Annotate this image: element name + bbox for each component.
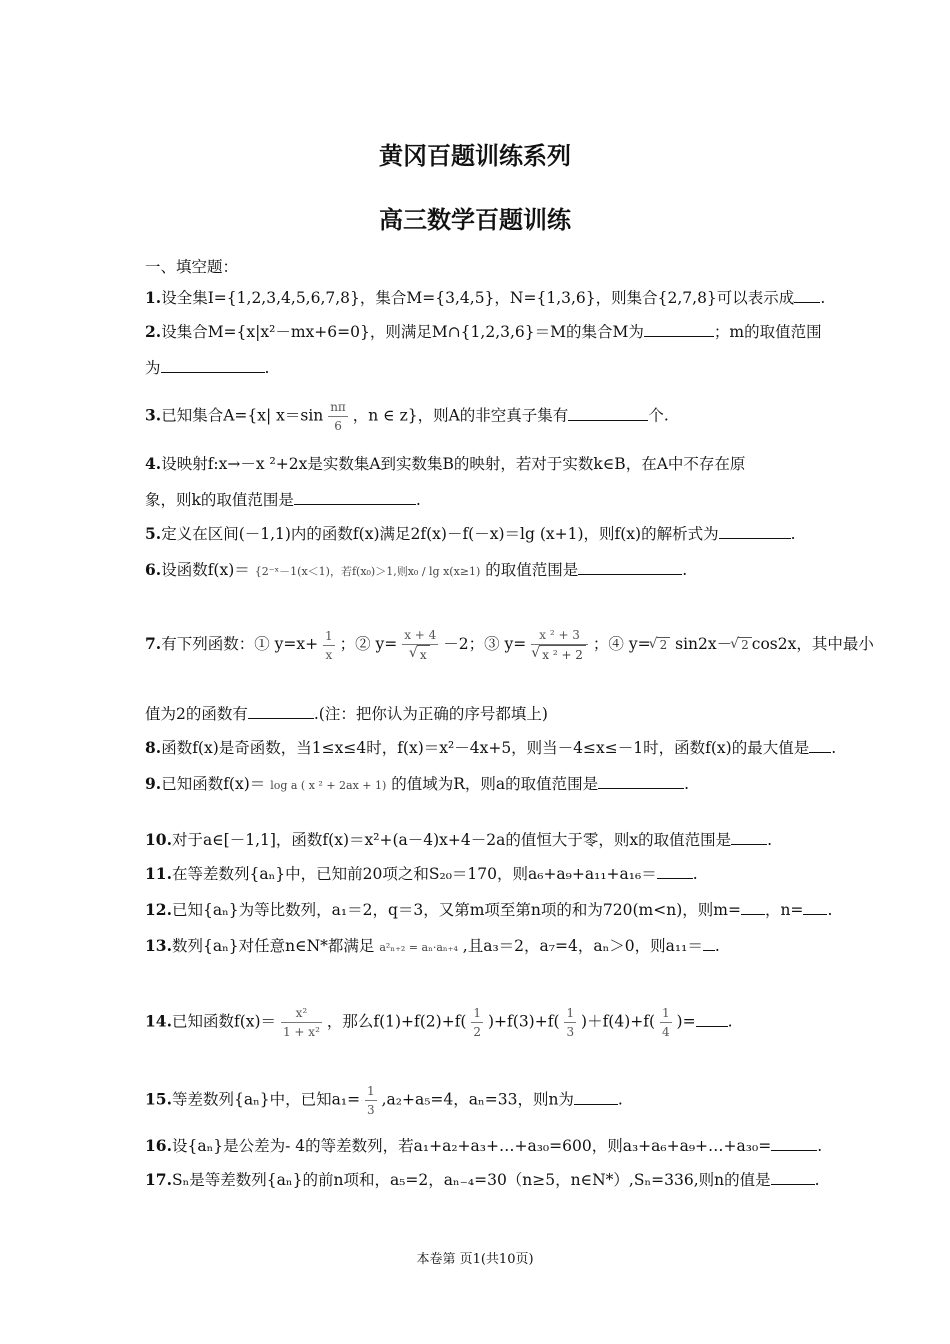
question-2-cont: 为 . <box>145 359 270 377</box>
fraction: $\frac{1}{4}$ <box>661 1006 670 1039</box>
doc-title: 黄冈百题训练系列 <box>379 142 571 170</box>
question-11: 11.在等差数列{aₙ}中，已知前20项之和S₂₀＝170，则a₆+a₉+a₁₁+a₁₆＝ . <box>145 864 698 883</box>
fraction: $\frac{n\pi}{6}$ <box>330 400 346 433</box>
question-2: 2.设集合M={x|x²－mx+6=0}，则满足M∩{1,2,3,6}＝M的集合M为 ；m的取值范围 <box>145 322 822 341</box>
question-4-cont: 象，则k的取值范围是 . <box>145 491 421 509</box>
question-17: 17.Sₙ是等差数列{aₙ}的前n项和，a₅=2，aₙ₋₄=30（n≥5，n∈N*）,Sₙ=336,则n的值是 . <box>145 1170 820 1189</box>
question-6: 6.设函数f(x)＝ {2⁻ˣ－1(x＜1)，若f(x₀)＞1,则x₀ / lg x(x≥1) 的取值范围是 . <box>145 560 688 579</box>
question-5: 5.定义在区间(－1,1)内的函数f(x)满足2f(x)－f(－x)＝lg (x+1)，则f(x)的解析式为 . <box>145 524 796 543</box>
question-15: 15.等差数列{aₙ}中，已知a₁= $\frac{1}{3}$ ,a₂+a₅=4，aₙ=33，则n为 . <box>145 1084 623 1117</box>
question-8: 8.函数f(x)是奇函数，当1≤x≤4时，f(x)＝x²－4x+5，则当－4≤x≤－1时，函数f(x)的最大值是 . <box>145 738 837 757</box>
piecewise-function: {2⁻ˣ－1(x＜1)，若f(x₀)＞1,则x₀ / lg x(x≥1) <box>254 565 481 578</box>
doc-subtitle: 高三数学百题训练 <box>379 206 571 234</box>
question-12: 12.已知{aₙ}为等比数列，a₁＝2，q＝3，又第m项至第n项的和为720(m<n)，则m= ，n= . <box>145 900 833 919</box>
question-14: 14.已知函数f(x)＝ $\frac{\text{x²}}{\text{1 + x²}}$ ，那么f(1)+f(2)+f( $\frac{1}{2}$ )+f(3)+f( $\frac{1}{3}$ )＋f(4)+f( $\frac{1}{4}$ )= . <box>145 1006 733 1039</box>
question-3: 3.已知集合A={x| x＝sin $\frac{n\pi}{6}$ ，n ∈ z}，则A的非空真子集有 个. <box>145 400 669 433</box>
fraction: $\frac{1}{3}$ <box>566 1006 575 1039</box>
question-9: 9.已知函数f(x)＝ log a ( x ² + 2ax + 1) 的值域为R，则a的取值范围是 . <box>145 774 690 793</box>
fraction: $\frac{\text{x²}}{\text{1 + x²}}$ <box>282 1006 320 1039</box>
fraction: $\frac{1}{x}$ <box>325 628 333 662</box>
page-footer: 本卷第 页1(共10页) <box>416 1252 534 1267</box>
recurrence-equation: a²ₙ₊₂ = aₙ·aₙ₊₄ <box>379 941 458 954</box>
log-expression: log a ( x ² + 2ax + 1) <box>270 779 387 792</box>
fraction: $\frac{1}{2}$ <box>473 1006 482 1039</box>
question-1: 1.设全集I={1,2,3,4,5,6,7,8}，集合M={3,4,5}，N={1,3,6}，则集合{2,7,8}可以表示成 . <box>145 288 826 307</box>
question-13: 13.数列{aₙ}对任意n∈N*都满足 a²ₙ₊₂ = aₙ·aₙ₊₄ ,且a₃＝2，a₇=4，aₙ＞0，则a₁₁＝ . <box>145 936 720 955</box>
section-heading: 一、填空题： <box>145 258 239 276</box>
question-16: 16.设{aₙ}是公差为- 4的等差数列，若a₁+a₂+a₃+…+a₃₀=600，则a₃+a₆+a₉+…+a₃₀= . <box>145 1136 823 1155</box>
question-10: 10.对于a∈[－1,1]，函数f(x)＝x²+(a－4)x+4－2a的值恒大于零，则x的取值范围是 . <box>145 830 773 849</box>
question-7-cont: 值为2的函数有 .(注：把你认为正确的序号都填上) <box>145 705 548 723</box>
question-7: 7.有下列函数：① y=x+ $\frac{1}{x}$ ；② y= x + 4 √ x －2；③ y= x ² + 3 √ x ² + 2 ；④ y=√ 2 sin2x－√ 2 cos2x，其中最小 <box>145 626 874 664</box>
question-4: 4.设映射f:x→－x ²+2x是实数集A到实数集B的映射，若对于实数k∈B，在A中不存在原 <box>145 454 746 473</box>
fraction: x + 4 √ x <box>402 626 438 664</box>
fraction: x ² + 3 √ x ² + 2 <box>531 626 588 664</box>
fraction: $\frac{1}{3}$ <box>367 1084 375 1117</box>
